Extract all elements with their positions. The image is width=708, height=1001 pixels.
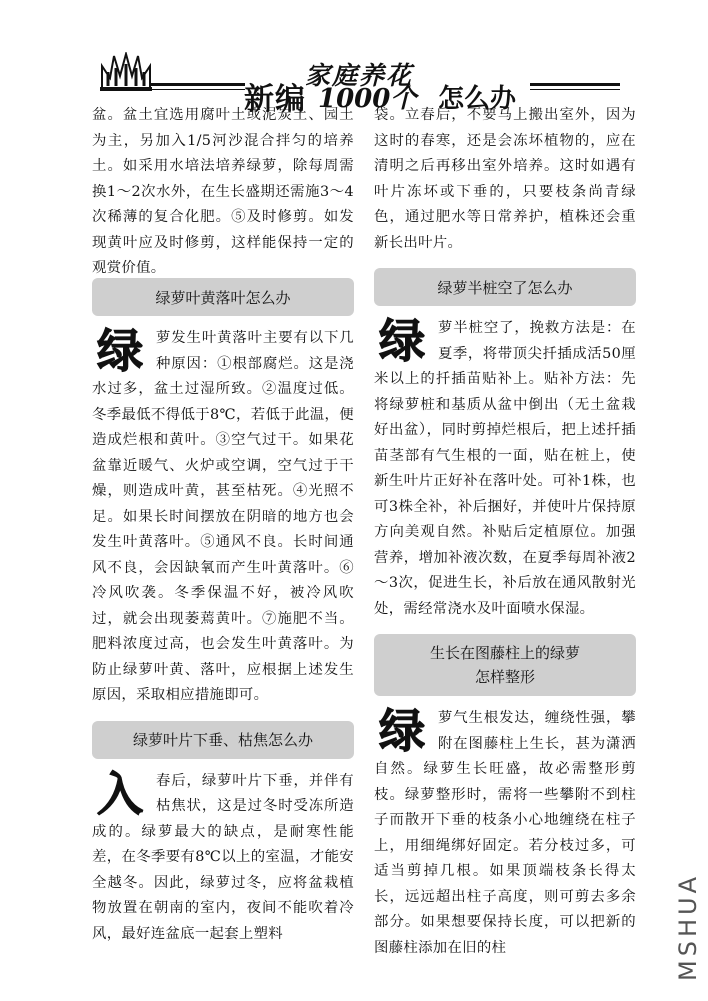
- section-heading-text: 绿萝叶片下垂、枯焦怎么办: [132, 731, 313, 749]
- header-title-prefix: 新编: [244, 82, 306, 117]
- left-column: [92, 103, 354, 947]
- section-heading: [92, 721, 354, 759]
- section-heading: [92, 278, 354, 316]
- right-intro-text: 袋。立春后，不要马上搬出室外，因为这时的春寒，还是会冻坏植物的，应在清明之后再移出室外培养。这时如遇有叶片冻坏或下垂的，只要枝条尚青绿色，通过肥水等日常养护，植株还会重新长出叶片。: [374, 107, 636, 251]
- header-title-number: 1000个: [318, 84, 417, 114]
- section-body: [92, 766, 354, 948]
- right-column: [374, 103, 636, 961]
- left-intro-text: 盆。盆土宜选用腐叶土或泥炭土、园土为主，另加入1/5河沙混合拌匀的培养土。如采用水培法培养绿萝，除每周需换1～2次水外，在生长盛期还需施3～4次稀薄的复合化肥。⑤及时修剪。如发现黄叶应及时修剪，这样能保持一定的观赏价值。: [92, 107, 354, 276]
- section-text: 萝气生根发达，缠绕性强，攀附在图藤柱上生长，甚为潇洒自然。绿萝生长旺盛，故必需整形剪枝。绿萝整形时，需将一些攀附不到柱子而散开下垂的枝条小心地缠绕在柱子上，用细绳绑好固定。若分枝过多，可适当剪掉几根。如果顶端枝条长得太长，远远超出柱子高度，则可剪去多余部分。如果想要保持长度，可以把新的图藤柱添加在旧的柱: [374, 710, 636, 956]
- section-text: 萝半桩空了，挽救方法是：在夏季，将带顶尖扦插成活50厘米以上的扦插苗贴补上。贴补方法：先将绿萝桩和基质从盆中倒出（无土盆栽好出盆），同时剪掉烂根后，把上述扦插苗茎部有气生根的一面，贴在桩上，使新生叶片正好补在落叶处。可补1株，也可3株全补，补后捆好，并使叶片保持原方向美观自然。补贴后定植原位。加强营养，增加补液次数，在夏季每周补液2～3次，促进生长，补后放在通风散射光处，需经常浇水及叶面喷水保湿。: [374, 320, 636, 617]
- section-heading-text: 绿萝半桩空了怎么办: [437, 278, 573, 297]
- section-text: 春后，绿萝叶片下垂，并伴有枯焦状，这是过冬时受冻所造成的。绿萝最大的缺点，是耐寒性能差，在冬季要有8℃以上的室温，才能安全越冬。因此，绿萝过冬，应将盆栽植物放置在朝南的室内，夜间不能吹着冷风，最好连盆底一起套上塑料: [92, 772, 354, 942]
- section-heading: [374, 634, 636, 696]
- dropcap: 绿: [379, 314, 425, 368]
- page-header: [0, 0, 708, 117]
- section-body: [374, 706, 636, 961]
- header-title-suffix: 怎么办: [438, 84, 517, 114]
- section-heading: [374, 268, 636, 306]
- dropcap: 入: [97, 766, 143, 821]
- section-body: [92, 326, 354, 709]
- section-heading-line1: 生长在图藤柱上的绿萝: [429, 644, 580, 662]
- header-title-top: 家庭养花: [305, 61, 414, 90]
- crown-icon: [98, 52, 154, 92]
- header-rule: [150, 89, 245, 90]
- dropcap: 绿: [97, 324, 143, 378]
- section-text: 萝发生叶黄落叶主要有以下几种原因：①根部腐烂。这是浇水过多，盆土过湿所致。②温度过低。冬季最低不得低于8℃，若低于此温，便造成烂根和黄叶。③空气过干。如果花盆靠近暖气、火炉或空调，空气过于干燥，则造成叶黄，甚至枯死。④光照不足。如果长时间摆放在阴暗的地方也会发生叶黄落叶。⑤通风不良。长时间通风不良，会因缺氧而产生叶黄落叶。⑥冷风吹袭。冬季保温不好，被冷风吹过，就会出现萎蔫黄叶。⑦施肥不当。肥料浓度过高，也会发生叶黄落叶。为防止绿萝叶黄、落叶，应根据上述发生原因，采取相应措施即可。: [92, 330, 354, 703]
- section-body: [374, 316, 636, 622]
- header-rule: [150, 83, 245, 86]
- dropcap: 绿: [379, 704, 425, 758]
- header-rule: [530, 83, 620, 86]
- watermark: MSHUA: [674, 873, 702, 981]
- section-heading-line2: 怎样整形: [474, 668, 535, 686]
- header-rule: [530, 89, 620, 90]
- section-heading-text: 绿萝叶黄落叶怎么办: [155, 288, 291, 307]
